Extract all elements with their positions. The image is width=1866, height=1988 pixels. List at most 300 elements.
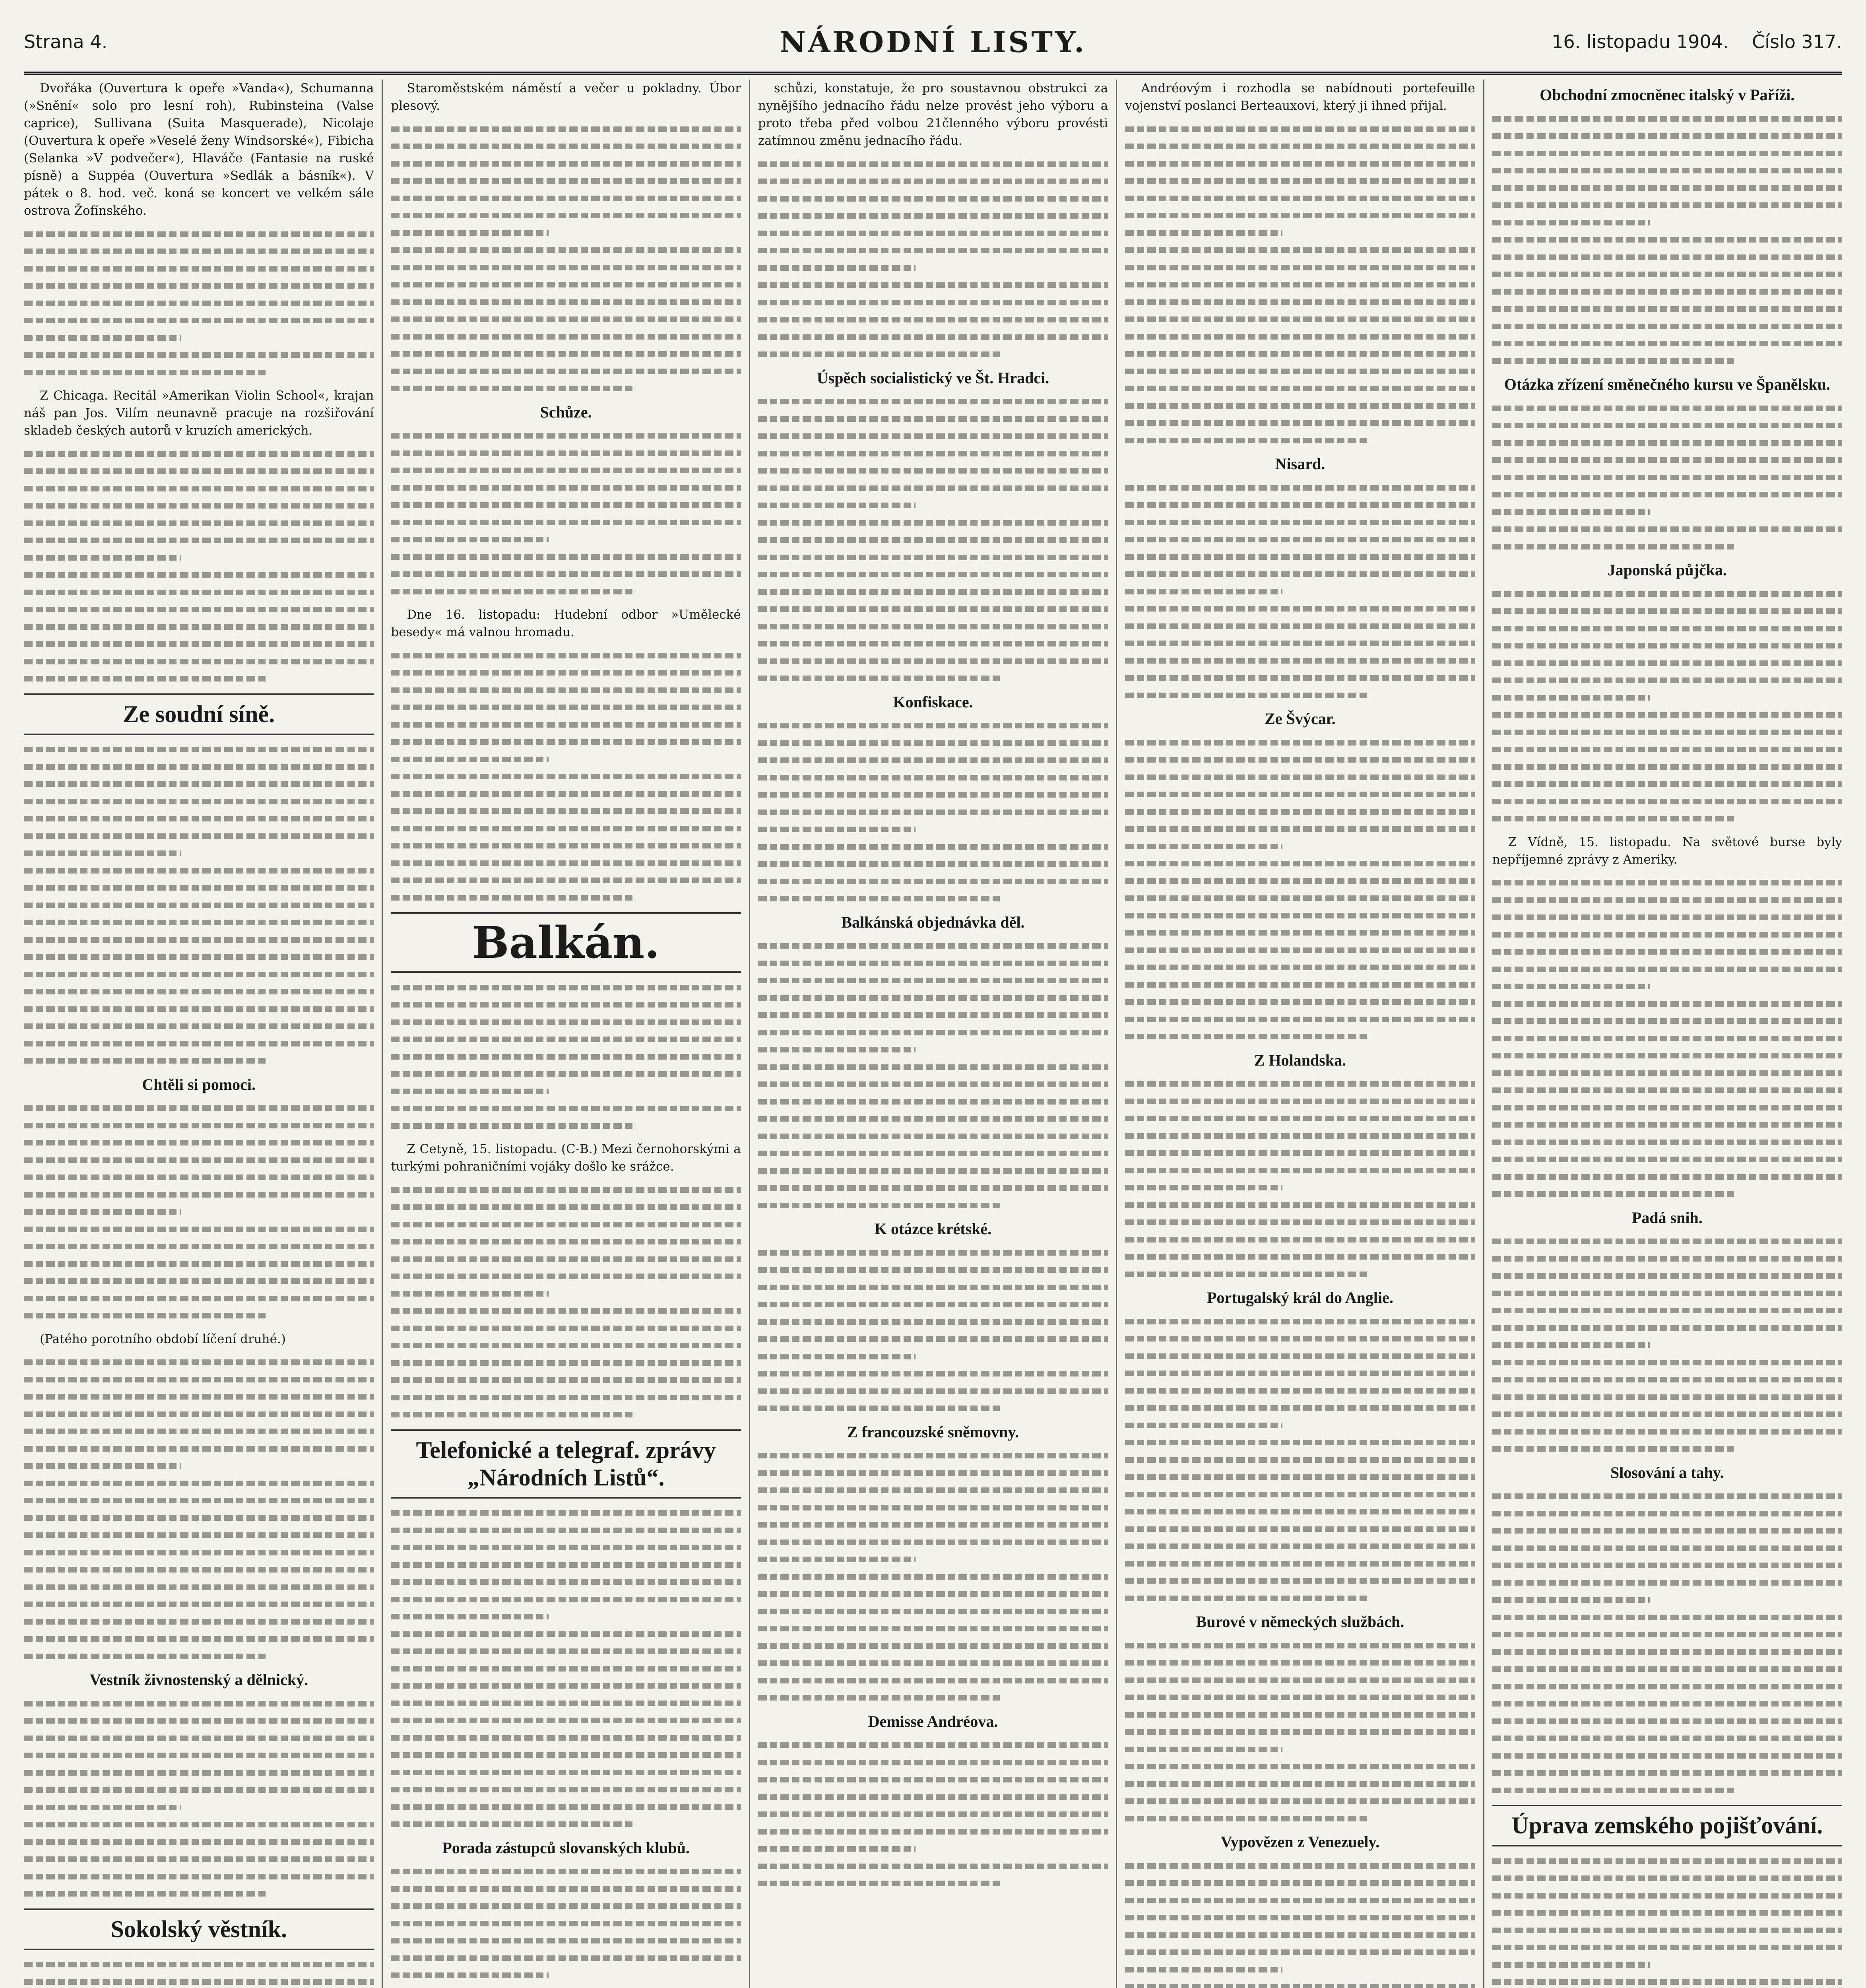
text-line [1125,792,1475,797]
text-line [24,1584,374,1590]
text-line [1125,1781,1475,1787]
text-line [1125,316,1475,322]
text-line [24,1446,374,1452]
text-line [1125,1578,1475,1584]
text-line [1492,1394,1842,1400]
text-line [391,386,636,391]
text-line [391,334,741,340]
text-line [1125,1034,1370,1039]
text-line [24,1654,269,1659]
text-line [1125,1474,1475,1480]
text-line [1492,626,1842,631]
text-line [1492,1770,1842,1776]
text-line [24,1636,374,1642]
text-line [391,1377,741,1383]
issue-number: Číslo 317. [1752,31,1842,52]
text-line [1125,930,1475,936]
text-line [1125,641,1475,646]
text-line [1125,826,1475,832]
text-line [391,502,741,508]
text-line [1125,913,1475,918]
text-line [391,843,741,848]
text-line [758,1487,1108,1493]
text-line [24,486,374,491]
text-line [758,1626,1108,1631]
text-line [758,555,1108,560]
newspaper-title: NÁRODNÍ LISTY. [779,25,1087,59]
text-line [24,283,374,289]
text-line [391,826,741,831]
body-text-block [24,1962,374,1988]
text-line [1125,502,1475,508]
text-line [758,179,1108,184]
text-line [391,1631,741,1637]
text-line [1125,1798,1475,1804]
body-text-block [24,451,374,682]
text-line [391,537,548,542]
text-line [24,1550,374,1555]
text-line [758,1574,1108,1580]
text-line [1492,324,1842,329]
text-line [24,1979,374,1985]
text-line [1125,537,1475,542]
text-line [1125,1561,1475,1567]
text-line [391,1002,741,1008]
text-line [24,833,374,839]
text-line [1125,1116,1475,1121]
article-heading: Úspěch socialistický ve Št. Hradci. [817,369,1049,387]
article-heading: Z Holandska. [1254,1051,1346,1069]
page-number: Strana 4. [24,31,108,52]
text-line [391,1579,741,1585]
text-line [24,1209,181,1215]
text-line [1492,1753,1842,1759]
text-line [1125,1863,1475,1869]
text-line [24,1532,374,1538]
text-line [1125,369,1475,374]
text-line [391,1291,548,1297]
text-line [758,1777,1108,1782]
article-heading: Porada zástupců slovanských klubů. [442,1839,690,1857]
text-line [1492,967,1842,972]
text-line [391,722,741,728]
text-line [24,1359,374,1365]
text-line [24,1498,374,1503]
text-line [1492,1053,1842,1058]
body-text-block [24,1105,374,1318]
text-line [758,844,1108,850]
text-line [758,606,1108,612]
text-line [1492,1718,1842,1724]
text-line [758,399,1108,404]
text-line [391,1308,741,1314]
text-line [24,764,374,770]
text-line [1125,230,1282,236]
text-line [391,757,548,762]
text-line [24,266,374,272]
text-line [1125,606,1475,612]
text-line [758,1203,1003,1208]
text-line [1492,1666,1842,1672]
text-line [1492,1273,1842,1279]
text-line [391,433,741,439]
text-line [391,1787,741,1792]
text-line [1125,1150,1475,1156]
text-line [391,1804,741,1810]
text-line [391,1545,741,1550]
text-line [1492,151,1842,156]
text-line [391,571,741,577]
text-line [1125,1353,1475,1359]
text-line [1125,1388,1475,1394]
text-line [1125,982,1475,988]
text-line [758,1829,1108,1835]
body-text-block [758,399,1108,681]
text-line [1492,1528,1842,1534]
text-line [391,1770,741,1775]
text-line [391,213,741,218]
body-text-block [1492,406,1842,549]
text-line [758,1030,1108,1035]
text-line [391,1106,741,1111]
article-paragraph: Z Vídně, 15. listopadu. Na světové burse byly nepříjemné zprávy z Ameriky. [1492,835,1843,867]
text-line [391,299,741,305]
text-line [1492,764,1842,770]
article-heading: Balkánská objednávka děl. [841,913,1025,931]
text-line [391,450,741,456]
text-line [758,641,1108,646]
text-line [758,213,1108,219]
text-line [1125,1984,1475,1988]
text-line [1492,712,1842,718]
text-line [1125,282,1475,287]
text-line [758,879,1108,884]
text-line [24,816,374,821]
text-line [1125,351,1475,357]
body-text-block [758,1742,1108,1886]
text-line [1125,386,1475,391]
body-text-block [758,723,1108,901]
body-text-block [758,1453,1108,1701]
text-line [1492,341,1842,346]
text-line [24,1023,374,1029]
text-line [1125,1319,1475,1324]
text-line [24,1701,374,1706]
body-text-block [758,161,1108,357]
article-heading: Konfiskace. [893,693,973,711]
text-line [1492,1018,1842,1024]
text-line [758,1250,1108,1256]
text-line [24,1718,374,1724]
body-text-block [1125,1863,1475,1988]
text-line [391,520,741,525]
text-line [1125,1526,1475,1532]
text-line [391,589,636,594]
text-line [24,1157,374,1163]
text-line [391,1886,741,1892]
text-line [1125,675,1475,681]
text-line [1492,1174,1842,1180]
text-line [1492,1545,1842,1551]
text-line [758,896,1003,901]
text-line [1492,306,1842,312]
text-line [1125,213,1475,218]
text-line [758,1846,916,1852]
text-line [391,1054,741,1060]
section-heading: Sokolský věstník. [24,1908,374,1950]
text-line [1125,178,1475,184]
text-line [1492,1191,1737,1197]
text-line [758,1354,916,1359]
text-line [391,895,636,901]
text-line [1125,809,1475,815]
text-line [1492,1979,1842,1985]
text-line [1492,1087,1842,1093]
text-line [1492,1493,1842,1499]
text-line [1492,1122,1842,1128]
column-5 [1483,80,1842,1988]
text-line [391,985,741,990]
text-line [1492,984,1650,989]
text-line [24,520,374,526]
text-line [1125,1643,1475,1648]
text-line [758,1267,1108,1273]
text-line [391,670,741,676]
text-line [391,1869,741,1874]
text-line [1125,1440,1475,1445]
text-line [1125,1492,1475,1497]
body-text-block [1492,1858,1842,1988]
text-line [758,827,916,832]
text-line [391,1239,741,1244]
text-line [391,1123,636,1129]
text-line [24,954,374,960]
body-text-block [1125,1081,1475,1277]
text-line [758,451,1108,456]
text-line [1125,247,1475,253]
text-line [1125,693,1370,698]
text-line [1125,1237,1475,1242]
text-line [24,1192,374,1198]
text-line [1125,485,1475,491]
text-line [1492,932,1842,938]
text-line [391,1821,636,1827]
masthead [24,12,1842,75]
text-line [1125,965,1475,970]
text-line [758,1540,1108,1545]
text-line [1492,423,1842,428]
text-line [1492,678,1842,683]
text-line [758,1319,1108,1325]
text-line [391,791,741,797]
text-line [24,937,374,943]
text-line [1125,947,1475,953]
body-text-block [24,1701,374,1897]
column-1 [24,80,382,1988]
text-line [1492,237,1842,243]
text-line [1492,781,1842,787]
text-line [391,1701,741,1706]
text-line [1492,1701,1842,1706]
article-paragraph: Dvořáka (Ouvertura k opeře »Vanda«), Schumanna (»Snění« solo pro lesní roh), Rubinsteina (Valse caprice), Sullivana (Suita Masquerade), Nicolaje (Ouvertura k opeře »Veselé ženy Windsorské«), Fibicha (Selanka »V podvečer«), Hlaváče (Fantasie na ruské písně) a Suppéa (Ouvertura »Sedlák a básník«). V pátek o 8. hod. več. koná se koncert ve velkém sále ostrova Žofínského. [24,81,374,218]
text-line [758,1081,1108,1087]
text-line [1125,403,1475,409]
text-line [24,920,374,925]
text-line [758,1505,1108,1510]
text-line [1492,949,1842,955]
article-paragraph: (Patého porotního období líčení druhé.) [40,1332,286,1346]
text-line [1125,334,1475,340]
body-text-block [24,231,374,375]
text-line [1492,1893,1842,1899]
text-line [1492,133,1842,139]
text-line [1125,1816,1370,1821]
issue-date: 16. listopadu 1904. [1552,31,1729,52]
text-line [24,1041,374,1046]
text-line [758,300,1108,305]
text-line [758,1134,1108,1139]
body-text-block [758,943,1108,1208]
columns [24,80,1842,1988]
text-line [391,1614,548,1619]
article-heading: Obchodní zmocněnec italský v Paříži. [1540,86,1795,104]
text-line [758,723,1108,728]
text-line [391,1666,741,1672]
text-line [24,1296,374,1301]
text-line [1125,658,1475,664]
text-line [1492,544,1737,549]
text-line [391,1071,741,1077]
text-line [758,1609,1108,1614]
text-line [1492,880,1842,885]
text-line [24,468,374,474]
text-line [1492,168,1842,173]
text-line [1492,1597,1650,1603]
text-line [24,1891,269,1897]
text-line [391,247,741,253]
text-line [24,781,374,787]
text-line [758,1047,916,1052]
text-line [1492,1632,1842,1637]
text-line [391,1752,741,1758]
text-line [24,1123,374,1128]
text-line [1125,1695,1475,1700]
text-line [1125,878,1475,884]
text-line [1125,1405,1475,1411]
text-line [1492,1360,1842,1365]
text-line [758,1678,1108,1683]
text-line [24,572,374,578]
text-line [391,554,741,560]
text-line [758,775,1108,780]
text-line [24,1822,374,1827]
text-line [1125,554,1475,560]
text-line [391,1955,741,1961]
text-line [391,351,741,357]
text-line [24,624,374,630]
text-line [1125,1712,1475,1718]
text-line [758,1811,1108,1817]
text-line [758,1794,1108,1800]
text-line [24,850,181,856]
article-heading: Vypovězen z Venezuely. [1220,1833,1380,1851]
article-heading: Otázka zřízení směnečného kursu ve Španělsku. [1504,375,1830,393]
text-line [1125,1371,1475,1376]
text-line [391,1972,548,1978]
text-line [1125,144,1475,149]
text-line [24,451,374,457]
body-text-block [1125,1643,1475,1821]
text-line [391,1562,741,1568]
text-line [758,1185,1108,1191]
text-line [391,1222,741,1227]
article-heading: Vestník živnostenský a dělnický. [89,1671,308,1689]
text-line [758,943,1108,949]
text-line [1492,492,1842,497]
text-line [391,1204,741,1210]
article-paragraph: Z Chicaga. Recitál »Amerikan Violin School«, krajan náš pan Jos. Vilím neunavně pracuje na rozšiřování skladeb českých autorů v kruzích amerických. [24,388,374,438]
text-line [391,1187,741,1193]
text-line [24,903,374,908]
article-heading: Portugalský král do Anglie. [1206,1289,1393,1307]
text-line [24,352,374,358]
text-line [758,1064,1108,1070]
text-line [1492,1411,1842,1417]
text-line [391,739,741,745]
text-line [1492,1649,1842,1655]
text-line [391,196,741,201]
text-line [1492,660,1842,666]
text-line [758,351,1003,357]
text-line [758,1151,1108,1156]
text-line [24,231,374,237]
text-line [24,1261,374,1267]
text-line [1125,1660,1475,1666]
text-line [1125,1880,1475,1886]
body-text-block [24,1359,374,1659]
text-line [24,1394,374,1400]
text-line [1125,1932,1475,1938]
text-line [24,1805,181,1810]
text-line [1492,1511,1842,1516]
text-line [24,1567,374,1573]
text-line [24,248,374,254]
text-line [1492,457,1842,463]
text-line [758,1695,1003,1701]
text-line [391,653,741,658]
text-line [1125,623,1475,629]
text-line [1125,299,1475,305]
body-text-block [391,433,741,594]
text-line [24,1411,374,1417]
text-line [758,317,1108,322]
section-heading-fraktur: Balkán. [391,912,741,973]
article-paragraph: Z Cetyně, 15. listopadu. (C-B.) Mezi černohorskými a turkými pohraničními vojáky došlo ke srážce. [391,1142,741,1174]
text-line [1492,1325,1842,1331]
text-line [1125,265,1475,270]
text-line [758,265,916,271]
text-line [758,161,1108,167]
text-line [1492,747,1842,752]
text-line [1125,589,1282,594]
text-line [1492,1429,1842,1435]
body-text-block [24,747,374,1064]
text-line [24,503,374,509]
text-line [391,161,741,167]
section-heading: Telefonické a telegraf. zprávy „Národních Listů“. [391,1429,741,1499]
text-line [1492,1105,1842,1110]
text-line [758,572,1108,577]
